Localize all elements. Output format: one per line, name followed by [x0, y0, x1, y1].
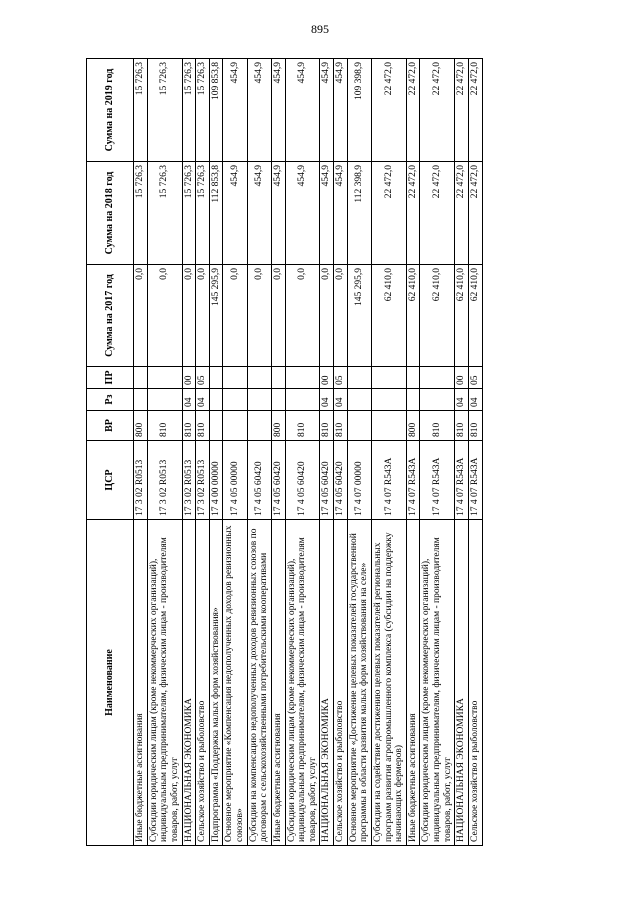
cell-csr: 17 4 07 00000: [347, 441, 371, 520]
cell-vr: [209, 411, 223, 441]
cell-csr: 17 4 05 00000: [223, 441, 247, 520]
table-row: [320, 59, 334, 846]
header-pr: ПР: [87, 367, 134, 389]
cell-sum-2019: 454,9: [320, 59, 334, 162]
cell-vr: 810: [147, 411, 182, 441]
cell-sum-2019: 22 472,0: [468, 59, 482, 162]
cell-csr: 17 4 05 60420: [285, 441, 320, 520]
cell-rz: [371, 389, 406, 411]
cell-rz: 04: [182, 389, 196, 411]
cell-pr: [371, 367, 406, 389]
cell-pr: 00: [320, 367, 334, 389]
cell-csr: 17 4 07 R543A: [420, 441, 455, 520]
cell-vr: [223, 411, 247, 441]
cell-sum-2017: 62 410,0: [371, 265, 406, 367]
cell-vr: [371, 411, 406, 441]
cell-csr: 17 4 07 R543A: [406, 441, 420, 520]
cell-sum-2019: 109 398,9: [347, 59, 371, 162]
cell-sum-2018: 22 472,0: [371, 162, 406, 265]
header-vr: ВР: [87, 411, 134, 441]
cell-sum-2018: 15 726,3: [134, 162, 148, 265]
cell-vr: 810: [455, 411, 469, 441]
cell-name: Основное мероприятие «Компенсация недополученных доходов ревизионных союзов»: [223, 520, 247, 846]
cell-sum-2018: 112 853,8: [209, 162, 223, 265]
cell-pr: 05: [468, 367, 482, 389]
cell-rz: 04: [455, 389, 469, 411]
cell-pr: [223, 367, 247, 389]
cell-csr: 17 4 05 60420: [271, 441, 285, 520]
table-row: [182, 59, 196, 846]
table-row: [196, 59, 210, 846]
cell-sum-2018: 454,9: [271, 162, 285, 265]
cell-csr: 17 3 02 R0513: [147, 441, 182, 520]
budget-table: [86, 58, 483, 846]
cell-rz: 04: [320, 389, 334, 411]
table-header-row: [87, 59, 134, 846]
table-row: [420, 59, 455, 846]
cell-sum-2017: 62 410,0: [468, 265, 482, 367]
cell-sum-2019: 454,9: [223, 59, 247, 162]
cell-sum-2018: 454,9: [285, 162, 320, 265]
cell-csr: 17 3 02 R0513: [182, 441, 196, 520]
table-row: [271, 59, 285, 846]
cell-rz: [247, 389, 271, 411]
cell-rz: [147, 389, 182, 411]
cell-sum-2017: 62 410,0: [455, 265, 469, 367]
cell-name: Субсидии юридическим лицам (кроме некоммерческих организаций), индивидуальным предпринимателям, физическим лицам - производителям товаров, работ, услуг: [285, 520, 320, 846]
cell-sum-2017: 145 295,9: [209, 265, 223, 367]
cell-sum-2017: 62 410,0: [406, 265, 420, 367]
cell-sum-2017: 0,0: [182, 265, 196, 367]
cell-sum-2019: 22 472,0: [455, 59, 469, 162]
cell-name: Иные бюджетные ассигнования: [406, 520, 420, 846]
cell-csr: 17 4 05 60420: [320, 441, 334, 520]
cell-csr: 17 3 02 R0513: [134, 441, 148, 520]
cell-name: Сельское хозяйство и рыболовство: [468, 520, 482, 846]
table-row: [209, 59, 223, 846]
cell-pr: [285, 367, 320, 389]
cell-csr: 17 4 07 R543A: [371, 441, 406, 520]
cell-rz: [223, 389, 247, 411]
cell-sum-2017: 0,0: [271, 265, 285, 367]
cell-name: Иные бюджетные ассигнования: [134, 520, 148, 846]
cell-sum-2017: 145 295,9: [347, 265, 371, 367]
cell-pr: 00: [455, 367, 469, 389]
cell-vr: [247, 411, 271, 441]
cell-sum-2018: 454,9: [320, 162, 334, 265]
cell-sum-2018: 22 472,0: [406, 162, 420, 265]
cell-pr: 00: [182, 367, 196, 389]
cell-sum-2018: 22 472,0: [468, 162, 482, 265]
cell-vr: 810: [468, 411, 482, 441]
header-sum-2018: Сумма на 2018 год: [87, 162, 134, 265]
cell-sum-2017: 0,0: [147, 265, 182, 367]
cell-name: Сельское хозяйство и рыболовство: [196, 520, 210, 846]
table-row: [406, 59, 420, 846]
table-row: [371, 59, 406, 846]
cell-pr: [134, 367, 148, 389]
cell-vr: 810: [196, 411, 210, 441]
cell-sum-2017: 0,0: [247, 265, 271, 367]
table-row: [147, 59, 182, 846]
table-row: [334, 59, 348, 846]
cell-rz: [406, 389, 420, 411]
cell-name: НАЦИОНАЛЬНАЯ ЭКОНОМИКА: [320, 520, 334, 846]
header-csr: ЦСР: [87, 441, 134, 520]
header-name: Наименование: [87, 520, 134, 846]
cell-rz: 04: [196, 389, 210, 411]
cell-name: Субсидии юридическим лицам (кроме некоммерческих организаций), индивидуальным предпринимателям, физическим лицам - производителям товаров, работ, услуг: [147, 520, 182, 846]
cell-name: Подпрограмма «Поддержка малых форм хозяйствования»: [209, 520, 223, 846]
cell-rz: 04: [334, 389, 348, 411]
cell-vr: 800: [271, 411, 285, 441]
page-number: 895: [311, 22, 329, 36]
cell-csr: 17 3 02 R0513: [196, 441, 210, 520]
cell-name: Иные бюджетные ассигнования: [271, 520, 285, 846]
cell-sum-2017: 0,0: [334, 265, 348, 367]
cell-sum-2019: 454,9: [247, 59, 271, 162]
table-row: [285, 59, 320, 846]
cell-sum-2019: 15 726,3: [134, 59, 148, 162]
cell-rz: [271, 389, 285, 411]
cell-sum-2017: 0,0: [223, 265, 247, 367]
cell-pr: [147, 367, 182, 389]
cell-sum-2017: 62 410,0: [420, 265, 455, 367]
cell-pr: [420, 367, 455, 389]
cell-name: Субсидии юридическим лицам (кроме некоммерческих организаций), индивидуальным предпринимателям, физическим лицам - производителям товаров, работ, услуг: [420, 520, 455, 846]
cell-rz: [134, 389, 148, 411]
cell-vr: 810: [420, 411, 455, 441]
cell-pr: [247, 367, 271, 389]
cell-rz: 04: [468, 389, 482, 411]
cell-csr: 17 4 07 R543A: [455, 441, 469, 520]
cell-sum-2018: 15 726,3: [196, 162, 210, 265]
cell-sum-2019: 15 726,3: [147, 59, 182, 162]
cell-pr: [209, 367, 223, 389]
cell-csr: 17 4 07 R543A: [468, 441, 482, 520]
table-row: [347, 59, 371, 846]
cell-name: НАЦИОНАЛЬНАЯ ЭКОНОМИКА: [455, 520, 469, 846]
cell-sum-2019: 109 853,8: [209, 59, 223, 162]
cell-sum-2019: 15 726,3: [182, 59, 196, 162]
cell-sum-2018: 454,9: [223, 162, 247, 265]
cell-csr: 17 4 05 60420: [334, 441, 348, 520]
cell-vr: 800: [134, 411, 148, 441]
cell-vr: [347, 411, 371, 441]
cell-sum-2017: 0,0: [134, 265, 148, 367]
cell-vr: 810: [182, 411, 196, 441]
cell-sum-2017: 0,0: [285, 265, 320, 367]
cell-name: Субсидии на содействие достижению целевых показателей региональных программ развития агропромышленного комплекса (субсидии на поддержку начинающих фермеров): [371, 520, 406, 846]
header-sum-2019: Сумма на 2019 год: [87, 59, 134, 162]
cell-sum-2018: 454,9: [334, 162, 348, 265]
cell-sum-2019: 22 472,0: [371, 59, 406, 162]
cell-name: Сельское хозяйство и рыболовство: [334, 520, 348, 846]
cell-sum-2019: 22 472,0: [420, 59, 455, 162]
table-row: [468, 59, 482, 846]
header-sum-2017: Сумма на 2017 год: [87, 265, 134, 367]
cell-sum-2018: 15 726,3: [147, 162, 182, 265]
cell-sum-2018: 112 398,9: [347, 162, 371, 265]
cell-sum-2018: 22 472,0: [455, 162, 469, 265]
cell-pr: [347, 367, 371, 389]
cell-sum-2018: 15 726,3: [182, 162, 196, 265]
cell-name: Основное мероприятие «Достижение целевых показателей государственной программы в области развития малых форм хозяйствования на селе»: [347, 520, 371, 846]
cell-sum-2019: 454,9: [334, 59, 348, 162]
table-row: [223, 59, 247, 846]
table-row: [455, 59, 469, 846]
cell-sum-2018: 454,9: [247, 162, 271, 265]
cell-vr: 800: [406, 411, 420, 441]
cell-pr: [406, 367, 420, 389]
cell-pr: 05: [196, 367, 210, 389]
cell-sum-2019: 454,9: [271, 59, 285, 162]
cell-rz: [285, 389, 320, 411]
cell-csr: 17 4 00 00000: [209, 441, 223, 520]
cell-name: Субсидии на компенсацию недополученных доходов ревизионных союзов по договорам с сельскохозяйственными потребительскими кооперативами: [247, 520, 271, 846]
table-body: [134, 59, 483, 846]
table-row: [247, 59, 271, 846]
header-rz: Рз: [87, 389, 134, 411]
cell-pr: [271, 367, 285, 389]
cell-csr: 17 4 05 60420: [247, 441, 271, 520]
cell-rz: [209, 389, 223, 411]
rotated-table-container: [86, 59, 562, 846]
cell-name: НАЦИОНАЛЬНАЯ ЭКОНОМИКА: [182, 520, 196, 846]
cell-sum-2017: 0,0: [196, 265, 210, 367]
cell-sum-2019: 15 726,3: [196, 59, 210, 162]
cell-sum-2017: 0,0: [320, 265, 334, 367]
cell-vr: 810: [334, 411, 348, 441]
cell-rz: [347, 389, 371, 411]
cell-vr: 810: [285, 411, 320, 441]
cell-vr: 810: [320, 411, 334, 441]
cell-sum-2019: 22 472,0: [406, 59, 420, 162]
cell-rz: [420, 389, 455, 411]
cell-sum-2018: 22 472,0: [420, 162, 455, 265]
cell-sum-2019: 454,9: [285, 59, 320, 162]
cell-pr: 05: [334, 367, 348, 389]
table-row: [134, 59, 148, 846]
